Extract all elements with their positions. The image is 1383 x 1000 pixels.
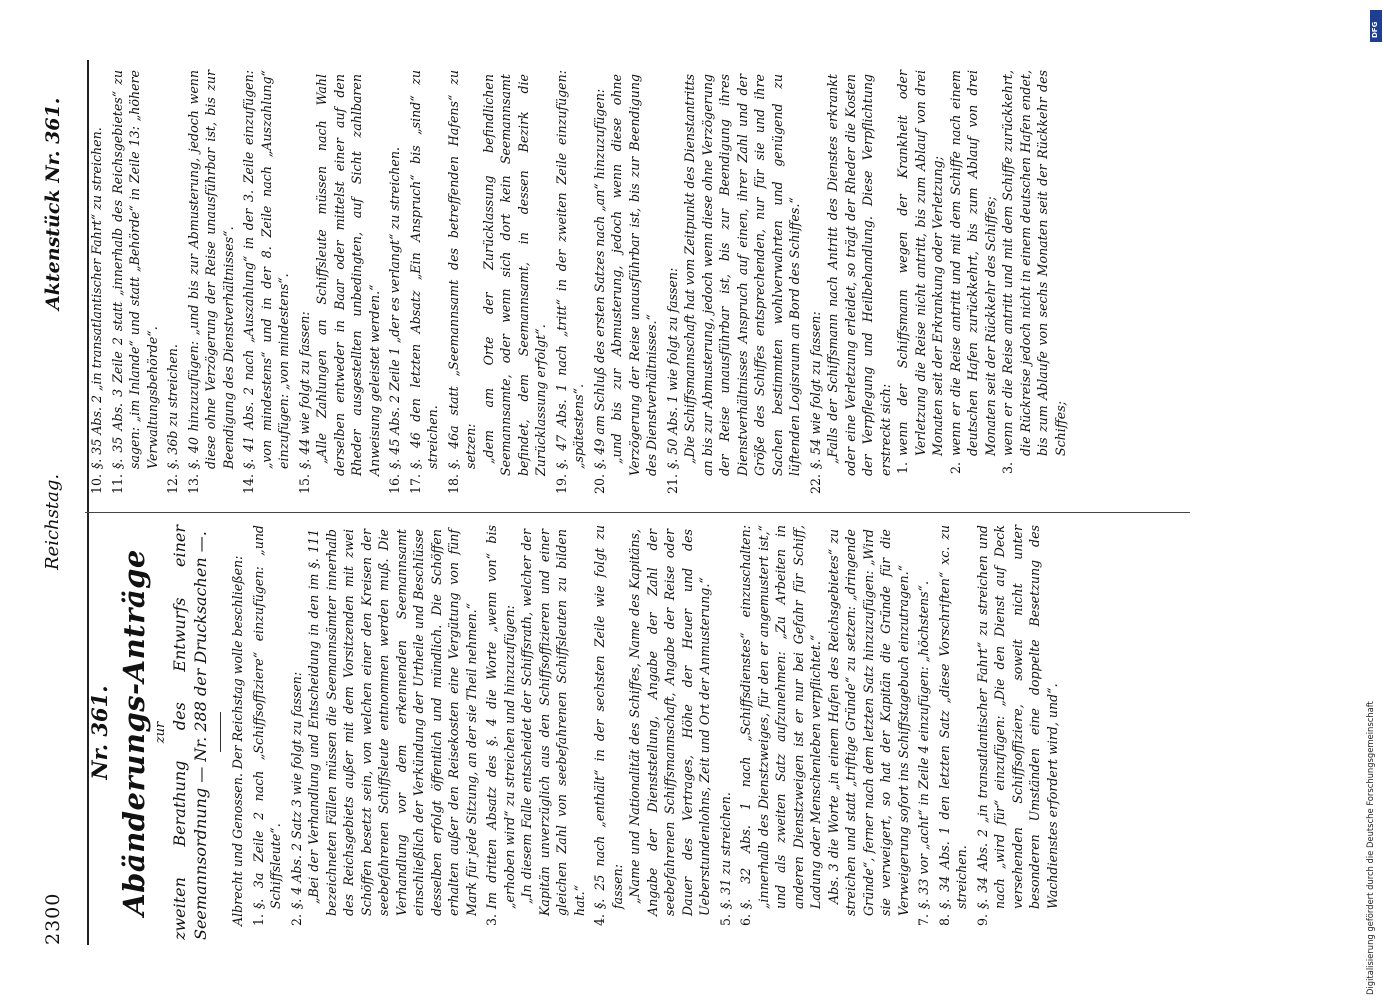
amendment-item [664, 70, 682, 500]
document-title: Abänderungs-Anträge [117, 549, 151, 916]
amendment-item [717, 525, 735, 940]
amendment-text: §. 35 Abs. 2 „in transatlantischer Fahrt“ zu streichen. [89, 127, 104, 469]
left-amendment-list [250, 525, 1062, 940]
amendment-number: 12. [165, 474, 180, 495]
amendment-text: §. 44 wie folgt zu fassen: [296, 311, 312, 469]
subitem-number: 2. [947, 461, 963, 474]
amendment-text: §. 45 Abs. 2 Zeile 1 „der es verlangt“ zu streichen. [387, 147, 402, 469]
subitem-number: 3. [1000, 461, 1015, 474]
subitem-text: wenn er die Reise antritt und mit dem Schiffe zurückkehrt, die Rückreise jedoch nicht in einem deutschen Hafen endet, bis zum Ablaufe von sechs Monaten seit der Rückkehr des Schiffes; [1000, 70, 1068, 456]
amendment-text: §. 34 Abs. 2 „in transatlantischer Fahrt“ zu streichen und nach „wird für“ einzufügen: „Die den Dienst auf Deck versehenden Schiffsoffiziere, soweit nicht unter besonderen Umständen eine doppelte Besetzung des Wachdienstes erfordert wird, und“. [974, 525, 1060, 909]
amendment-number: 3. [484, 914, 499, 927]
amendment-quote: „und bis zur Abmusterung, jedoch wenn diese ohne Verzögerung der Reise unausführbar ist, bis zur Beendigung des Dienstverhältnisses.“ [609, 74, 659, 476]
amendment-number: 11. [109, 474, 125, 495]
amendment-item [974, 525, 1062, 940]
motion-intro: Albrecht und Genossen. Der Reichstag wolle beschließen: [230, 555, 245, 926]
amendment-text: §. 34 Abs. 1 den letzten Satz „diese Vorschriften“ xc. zu streichen. [936, 525, 969, 909]
amendment-text: §. 47 Abs. 1 nach „tritt“ in der zweiten Zeile einzufügen: „spätestens“. [553, 70, 586, 469]
amendment-number: 18. [445, 474, 461, 495]
amendment-number: 21. [664, 474, 680, 495]
amendment-item [296, 70, 314, 500]
amendment-quote: „Bei der Verhandlung und Entscheidung in den im §. 111 bezeichneten Fällen müssen die Seemannsämter innerhalb des Reichsgebiets außer mit dem Vorsitzenden mit zwei Schöffen besetzt sein, von welchen einer den Kreisen der seebefahrenen Schiffsleute entnommen werden muß. Die Verhandlung vor dem erkennenden Seemannsamt einschließlich der Verkündung der Urtheile und Beschlüsse desselben erfolgt öffentlich und mündlich. Die Schöffen erhalten außer den Reisekosten eine Vergütung von fünf Mark für jede Sitzung, an der sie Theil nehmen.“ [306, 529, 479, 916]
subitem-number: 1. [895, 461, 910, 474]
amendment-text: §. 35 Abs. 3 Zeile 2 statt „innerhalb des Reichsgebietes“ zu sagen: „im Inlande“ und statt „Behörde“ in Zeile 13: „höhere Verwaltungsbehörde“. [109, 70, 160, 469]
amendment-item [164, 70, 182, 500]
amendment-item [591, 525, 626, 940]
amendment-subitem [894, 70, 947, 500]
amendment-item [407, 70, 442, 500]
subitem-text: wenn der Schiffsmann wegen der Krankheit oder Verletzung die Reise nicht antritt, bis zum Ablauf von drei Monaten seit der Erkrankung oder Verletzung; [895, 70, 945, 456]
amendment-item [288, 525, 306, 940]
amendment-text: §. 49 am Schluß des ersten Satzes nach „an“ hinzuzufügen: [591, 88, 607, 469]
amendment-number: 13. [185, 474, 201, 495]
running-header [30, 0, 76, 1000]
dfg-logo [1370, 10, 1382, 42]
document-subtitle: zweiten Berathung des Entwurfs einer Seemannsordnung — Nr. 288 der Drucksachen —. [170, 525, 210, 940]
amendment-text: §. 4 Abs. 2 Satz 3 wie folgt zu fassen: [288, 671, 304, 909]
amendment-number: 15. [296, 474, 312, 495]
amendment-subitem [999, 70, 1069, 500]
amendment-number: 6. [738, 914, 753, 927]
amendment-number: 4. [592, 914, 607, 927]
amendment-item [915, 525, 933, 940]
amendment-item [88, 70, 106, 500]
amendment-text: §. 3a Zeile 2 nach „Schiffsoffiziere“ einzufügen: „und Schiffsleute“. [250, 525, 283, 909]
amendment-item [240, 70, 293, 500]
document-number-heading: Nr. 361. [87, 685, 112, 780]
amendment-item [483, 525, 518, 940]
amendment-text: §. 41 Abs. 2 nach „Auszahlung“ in der 3. Zeile einzufügen: „von mindestens“ und in der 8. Zeile nach „Auszahlung“ einzufügen: „von mindestens“. [241, 70, 291, 469]
amendment-text: §. 32 Abs. 1 nach „Schiffsdienstes“ einzuschalten: „innerhalb des Dienstzweiges, für den er angemustert ist,“ und als zweiten Satz aufzunehmen: „Zu Arbeiten in anderen Dienstzweigen ist er nur bei Gefahr für Schiff, Ladung oder Menschenleben verpflichtet.“ [738, 525, 823, 909]
amendment-text: §. 46a statt „Seemannsamt des betreffenden Hafens“ zu setzen: [445, 70, 478, 469]
amendment-quote: „Die Schiffsmannschaft hat vom Zeitpunkt des Dienstantritts an bis zur Abmusterung, jedoch wenn diese ohne Verzögerung der Reise unausführbar ist, bis zur Beendigung ihres Dienstverhältnisses Anspruch auf einen, ihrer Zahl und der Größe des Schiffes entsprechenden, nur für sie und ihre Sachen bestimmten wohlverwahrten und genügend zu lüftenden Logisraum an Bord des Schiffes.“ [682, 74, 802, 476]
amendment-text: §. 50 Abs. 1 wie folgt zu fassen: [664, 267, 680, 469]
column-divider [85, 512, 1190, 513]
amendment-item [445, 70, 480, 500]
amendment-number: 20. [591, 474, 607, 495]
amendment-text: §. 46 den letzten Absatz „Ein Anspruch“ bis „sind“ zu streichen. [407, 70, 440, 469]
digitization-credit [1362, 10, 1380, 1000]
amendment-number: 22. [807, 474, 823, 495]
amendment-quote: „Name und Nationalität des Schiffes, Name des Kapitäns, Angabe der Dienststellung, Angabe der Zahl der seebefahrenen Schiffsmannschaft, Angabe der Reise oder Dauer des Vertrages, Höhe der Heuer und des Ueberstundenlohns, Zeit und Ort der Anmusterung.“ [627, 529, 712, 916]
amendment-item [936, 525, 971, 940]
amendment-number: 8. [936, 914, 952, 927]
amendment-text: §. 31 zu streichen. [717, 792, 733, 909]
amendment-item [591, 70, 609, 500]
amendment-number: 17. [407, 474, 423, 495]
amendment-text: Im dritten Absatz des §. 4 die Worte „wenn von“ bis „erhoben wird“ zu streichen und hinzuzufügen: [484, 525, 517, 909]
amendment-number: 10. [89, 474, 104, 495]
amendment-number: 2. [288, 914, 304, 927]
left-column [85, 525, 1061, 940]
header-center-title: Reichstag. [42, 473, 63, 570]
amendment-item [250, 525, 285, 940]
right-column [85, 70, 1069, 500]
amendment-text: §. 33 vor „acht“ in Zeile 4 einzufügen: „höchstens“. [916, 581, 931, 909]
amendment-text: §. 25 nach „enthält“ in der sechsten Zeile wie folgt zu fassen: [592, 525, 625, 909]
digitization-credit-text: Digitalisierung gefördert durch die Deutsche Forschungsgemeinschaft [1365, 701, 1375, 995]
dfg-logo-text: DFG [1371, 21, 1379, 38]
amendment-text: §. 40 hinzuzufügen: „und bis zur Abmusterung, jedoch wenn diese ohne Verzögerung der Reise unausführbar ist, bis zur Beendigung des Dienstverhältnisses“. [185, 70, 236, 469]
amendment-item [109, 70, 162, 500]
page-number: 2300 [42, 892, 64, 945]
right-amendment-list [88, 70, 1069, 500]
amendment-item [553, 70, 588, 500]
title-separator [220, 713, 221, 753]
amendment-number: 9. [974, 914, 990, 927]
amendment-quote: „Falls der Schiffsmann nach Antritt des Dienstes erkrankt oder eine Verletzung erleidet, so trägt der Rheder die Kosten der Verpflegung und Heilbehandlung. Diese Verpflichtung erstreckt sich: [825, 74, 893, 476]
amendment-number: 16. [387, 474, 402, 495]
subitem-text: wenn er die Reise antritt und mit dem Schiffe nach einem deutschen Hafen zurückkehrt, bis zum Ablauf von drei Monaten seit der Rückkehr des Schiffes; [947, 70, 998, 456]
amendment-number: 14. [241, 474, 256, 495]
zur-label: zur [153, 721, 168, 744]
amendment-number: 7. [916, 914, 931, 927]
amendment-text: §. 54 wie folgt zu fassen: [807, 311, 823, 469]
amendment-subitem [947, 70, 1000, 500]
amendment-item [737, 525, 825, 940]
amendment-number: 19. [553, 474, 569, 495]
amendment-quote: „Alle Zahlungen an Schiffsleute müssen nach Wahl derselben entweder in Baar oder mittelst einer auf den Rheder ausgestellten unbedingten, auf Sicht zahlbaren Anweisung geleistet werden.“ [314, 74, 382, 476]
amendment-item [807, 70, 825, 500]
amendment-item [386, 70, 404, 500]
amendment-number: 5. [717, 914, 733, 927]
amendment-text: §. 36b zu streichen. [165, 344, 180, 469]
amendment-item [185, 70, 238, 500]
amendment-quote: „dem am Orte der Zurücklassung befindlichen Seemannsamte, oder wenn sich dort kein Seemannsamt befindet, dem Seemannsamt, in dessen Bezirk die Zurücklassung erfolgt“. [480, 74, 548, 476]
header-document-number: Aktenstück Nr. 361. [42, 97, 64, 310]
amendment-number: 1. [250, 914, 266, 927]
amendment-quote: Abs. 3 die Worte „in einem Hafen des Reichsgebietes“ zu streichen und statt „triftige Gründe“ zu setzen: „dringende Gründe“, ferner nach dem letzten Satz hinzuzufügen: „Wird sie verweigert, so hat der Kapitän die Gründe für die Verweigerung sofort ins Schiffstagebuch einzutragen.“ [825, 529, 911, 916]
amendment-quote: „In diesem Falle entscheidet der Schiffsrath, welcher der Kapitän unverzüglich aus den Schiffsoffizieren und einer gleichen Zahl von seebefahrenen Schiffsleuten zu bilden hat.“ [519, 529, 587, 916]
